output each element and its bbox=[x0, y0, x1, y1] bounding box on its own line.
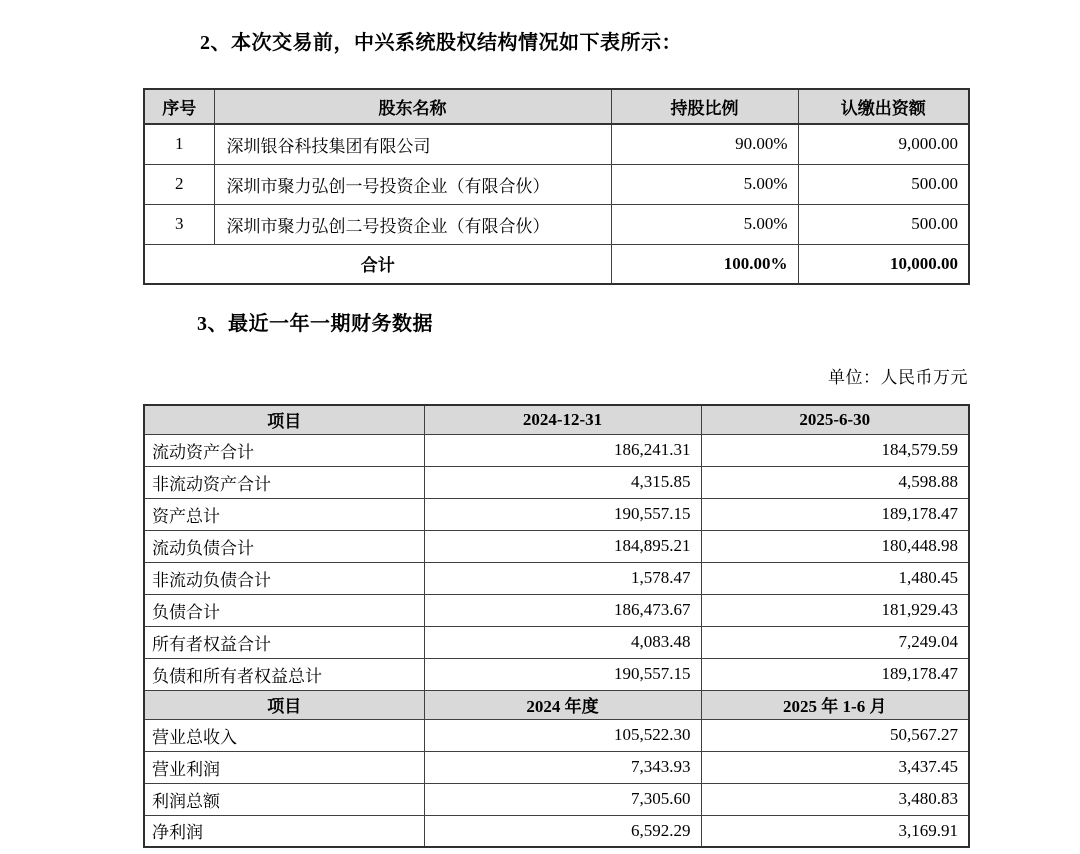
cell-no: 2 bbox=[144, 164, 214, 204]
cell-value-2: 189,178.47 bbox=[701, 498, 969, 530]
cell-value-1: 7,343.93 bbox=[424, 751, 701, 783]
cell-item: 负债和所有者权益总计 bbox=[144, 658, 424, 690]
cell-value-2: 1,480.45 bbox=[701, 562, 969, 594]
table-row bbox=[144, 658, 969, 690]
table-row bbox=[144, 466, 969, 498]
table-row bbox=[144, 783, 969, 815]
cell-value-2: 3,480.83 bbox=[701, 783, 969, 815]
table-row bbox=[144, 626, 969, 658]
table-row bbox=[144, 530, 969, 562]
cell-value-1: 186,473.67 bbox=[424, 594, 701, 626]
cell-no: 3 bbox=[144, 204, 214, 244]
table-header-row bbox=[144, 690, 969, 719]
total-capital-cell: 10,000.00 bbox=[798, 244, 969, 284]
table-row bbox=[144, 164, 969, 204]
cell-item: 流动负债合计 bbox=[144, 530, 424, 562]
table-header-row bbox=[144, 405, 969, 434]
cell-item: 营业利润 bbox=[144, 751, 424, 783]
cell-value-1: 190,557.15 bbox=[424, 498, 701, 530]
col-header-2024-12-31: 2024-12-31 bbox=[424, 405, 701, 434]
cell-value-1: 186,241.31 bbox=[424, 434, 701, 466]
table-row bbox=[144, 498, 969, 530]
total-ratio-cell: 100.00% bbox=[611, 244, 798, 284]
table-total-row bbox=[144, 244, 969, 284]
cell-value-1: 4,315.85 bbox=[424, 466, 701, 498]
section-heading-2: 2、本次交易前，中兴系统股权结构情况如下表所示： bbox=[200, 32, 682, 54]
table-row bbox=[144, 751, 969, 783]
col-header-2024-year: 2024 年度 bbox=[424, 690, 701, 719]
cell-value-1: 4,083.48 bbox=[424, 626, 701, 658]
cell-value-1: 7,305.60 bbox=[424, 783, 701, 815]
cell-value-2: 50,567.27 bbox=[701, 719, 969, 751]
table-row bbox=[144, 594, 969, 626]
cell-value-2: 180,448.98 bbox=[701, 530, 969, 562]
cell-value-2: 189,178.47 bbox=[701, 658, 969, 690]
unit-note: 单位：人民币万元 bbox=[828, 368, 968, 387]
financial-data-table bbox=[143, 404, 970, 848]
col-header-2025-h1: 2025 年 1-6 月 bbox=[701, 690, 969, 719]
col-header-shareholding-ratio: 持股比例 bbox=[611, 89, 798, 124]
cell-value-2: 184,579.59 bbox=[701, 434, 969, 466]
col-header-no: 序号 bbox=[144, 89, 214, 124]
cell-value-1: 6,592.29 bbox=[424, 815, 701, 847]
equity-structure-table bbox=[143, 88, 970, 285]
cell-ratio: 5.00% bbox=[611, 164, 798, 204]
cell-value-2: 3,169.91 bbox=[701, 815, 969, 847]
table-row bbox=[144, 434, 969, 466]
cell-value-2: 4,598.88 bbox=[701, 466, 969, 498]
total-label-cell: 合计 bbox=[144, 244, 611, 284]
col-header-item: 项目 bbox=[144, 405, 424, 434]
table-row bbox=[144, 719, 969, 751]
cell-shareholder: 深圳市聚力弘创一号投资企业（有限合伙） bbox=[214, 164, 611, 204]
cell-item: 非流动资产合计 bbox=[144, 466, 424, 498]
table-row bbox=[144, 562, 969, 594]
cell-capital: 500.00 bbox=[798, 164, 969, 204]
cell-item: 净利润 bbox=[144, 815, 424, 847]
cell-value-2: 3,437.45 bbox=[701, 751, 969, 783]
cell-item: 利润总额 bbox=[144, 783, 424, 815]
cell-no: 1 bbox=[144, 124, 214, 164]
col-header-shareholder-name: 股东名称 bbox=[214, 89, 611, 124]
cell-item: 营业总收入 bbox=[144, 719, 424, 751]
section-heading-3: 3、最近一年一期财务数据 bbox=[197, 313, 433, 335]
cell-item: 流动资产合计 bbox=[144, 434, 424, 466]
cell-item: 所有者权益合计 bbox=[144, 626, 424, 658]
table-row bbox=[144, 815, 969, 847]
cell-value-1: 105,522.30 bbox=[424, 719, 701, 751]
cell-shareholder: 深圳市聚力弘创二号投资企业（有限合伙） bbox=[214, 204, 611, 244]
table-row bbox=[144, 204, 969, 244]
cell-value-1: 184,895.21 bbox=[424, 530, 701, 562]
col-header-item: 项目 bbox=[144, 690, 424, 719]
col-header-subscribed-capital: 认缴出资额 bbox=[798, 89, 969, 124]
cell-item: 负债合计 bbox=[144, 594, 424, 626]
col-header-2025-6-30: 2025-6-30 bbox=[701, 405, 969, 434]
cell-ratio: 90.00% bbox=[611, 124, 798, 164]
cell-item: 非流动负债合计 bbox=[144, 562, 424, 594]
cell-value-1: 1,578.47 bbox=[424, 562, 701, 594]
cell-value-2: 181,929.43 bbox=[701, 594, 969, 626]
cell-value-1: 190,557.15 bbox=[424, 658, 701, 690]
cell-ratio: 5.00% bbox=[611, 204, 798, 244]
cell-value-2: 7,249.04 bbox=[701, 626, 969, 658]
table-header-row bbox=[144, 89, 969, 124]
cell-capital: 500.00 bbox=[798, 204, 969, 244]
cell-shareholder: 深圳银谷科技集团有限公司 bbox=[214, 124, 611, 164]
table-row bbox=[144, 124, 969, 164]
cell-capital: 9,000.00 bbox=[798, 124, 969, 164]
cell-item: 资产总计 bbox=[144, 498, 424, 530]
